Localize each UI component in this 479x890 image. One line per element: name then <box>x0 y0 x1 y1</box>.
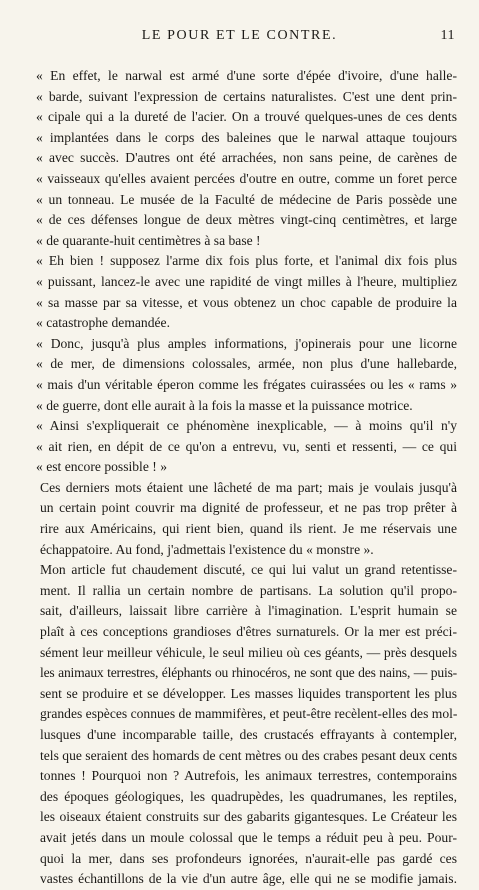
text-line: ment. Il rallia un certain nombre de partisans. La solution qu'il propo- <box>40 582 457 598</box>
running-title: LE POUR ET LE CONTRE. <box>141 28 338 43</box>
text-line: des époques géologiques, les quadrupèdes, les quadrumanes, les reptiles, <box>40 788 457 804</box>
page-number: 11 <box>440 28 455 43</box>
text-line: « cipale qui a la dureté de l'acier. On a trouvé quelques-unes de ces dents <box>36 109 457 125</box>
text-line: « avec succès. D'autres ont été arrachées, non sans peine, de carènes de <box>36 150 457 166</box>
paragraph <box>22 251 457 333</box>
text-line: tels que seraient des homards de cent mètres ou des crabes pesant deux cents <box>40 747 458 763</box>
text-line: les oiseaux étaient construits sur des gabarits gigantesques. Le Créateur les <box>40 809 457 825</box>
text-line: « de quarante-huit centimètres à sa base ! <box>36 232 261 248</box>
text-line: tonnes ! Pourquoi non ? Autrefois, les animaux terrestres, contemporains <box>40 768 457 784</box>
text-line: grandes espèces connues de mammifères, et peut-être recèlent-elles des mol- <box>40 706 458 722</box>
text-line: « est encore possible ! » <box>36 459 167 475</box>
text-line: quoi la mer, dans ses profondeurs ignorées, n'aurait-elle pas gardé ces <box>40 850 457 866</box>
text-line: vastes échantillons de la vie d'un autre âge, elle qui ne se modifie jamais. <box>40 871 457 887</box>
text-line: plaît à ces conceptions grandioses d'êtres surnaturels. Or la mer est préci- <box>40 624 457 640</box>
text-line: « barde, suivant l'expression de certains naturalistes. C'est une dent prin- <box>36 88 457 104</box>
text-line: « de ces défenses longue de deux mètres vingt-cinq centimètres, et large <box>36 212 457 228</box>
body-text <box>22 66 457 890</box>
text-line: « En effet, le narwal est armé d'une sorte d'épée d'ivoire, d'une halle- <box>36 68 457 83</box>
text-line: Mon article fut chaudement discuté, ce qui lui valut un grand retentisse- <box>40 562 457 578</box>
paragraph <box>22 560 457 890</box>
text-line: « sa masse par sa vitesse, et vous obtenez un choc capable de produire la <box>36 294 457 310</box>
text-line: les animaux terrestres, éléphants ou rhinocéros, ne sont que des nains, — puis- <box>40 665 457 681</box>
paragraph <box>22 334 457 416</box>
text-line: « de mer, de dimensions colossales, armée, non plus d'une hallebarde, <box>36 356 457 372</box>
text-line: « un tonneau. Le musée de la Faculté de médecine de Paris possède une <box>36 191 457 207</box>
paragraph <box>22 416 457 478</box>
text-line: sait, d'ailleurs, laissait libre carrière à l'imagination. L'esprit humain se <box>40 603 457 619</box>
text-line: « implantées dans le corps des baleines que le narwal attaque toujours <box>36 129 457 145</box>
text-line: échappatoire. Au fond, j'admettais l'existence du « monstre ». <box>40 541 374 557</box>
text-line: « vaisseaux qu'elles avaient percées d'outre en outre, comme un foret perce <box>36 170 457 186</box>
text-line: « Donc, jusqu'à plus amples informations, j'opinerais pour une licorne <box>36 335 457 351</box>
text-line: avait jetés dans un moule colossal que le temps a réduit peu à peu. Pour- <box>40 829 457 845</box>
text-line: « catastrophe demandée. <box>36 315 170 331</box>
running-header <box>22 28 457 48</box>
text-line: un certain point couvrir ma dignité de professeur, et ne pas trop prêter à <box>40 500 457 516</box>
paragraph <box>22 478 457 560</box>
text-line: sent se produire et se développer. Les masses liquides transportent les plus <box>40 685 457 701</box>
text-line: « Eh bien ! supposez l'arme dix fois plus forte, et l'animal dix fois plus <box>36 253 457 269</box>
text-line: Ces derniers mots étaient une lâcheté de ma part; mais je voulais jusqu'à <box>40 479 457 495</box>
text-line: « mais d'un véritable éperon comme les frégates cuirassées ou les « rams » <box>36 376 457 392</box>
paragraph <box>22 66 457 251</box>
text-line: « ait rien, en dépit de ce qu'on a entrevu, vu, senti et ressenti, — ce qui <box>36 438 457 454</box>
text-line: lusques d'une incomparable taille, des crustacés effrayants à contempler, <box>40 727 457 742</box>
text-line: « de guerre, dont elle aurait à la fois la masse et la puissance motrice. <box>36 397 413 413</box>
text-line: rire aux Américains, qui rient bien, quand ils rient. Je me réservais une <box>40 521 457 537</box>
text-line: « Ainsi s'expliquerait ce phénomène inexplicable, — à moins qu'il n'y <box>36 418 457 434</box>
text-line: « puissant, lancez-le avec une rapidité de vingt milles à l'heure, multipliez <box>36 273 457 289</box>
text-line: sément leur meilleur véhicule, le seul milieu où ces géants, — près desquels <box>40 644 457 660</box>
